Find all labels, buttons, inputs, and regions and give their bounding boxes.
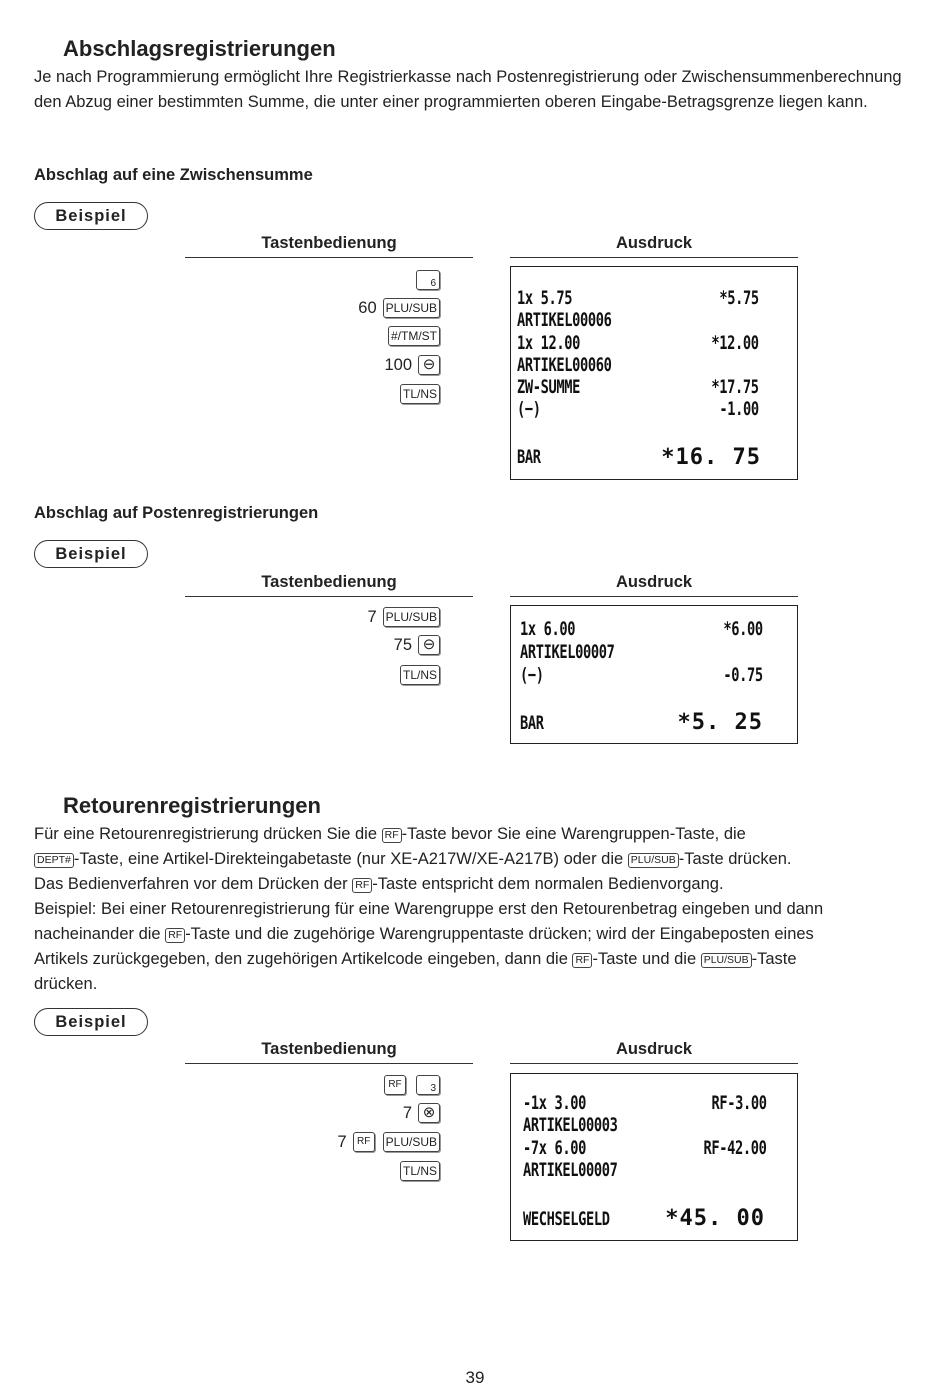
receipt-total-label: WECHSELGELD <box>523 1208 610 1230</box>
example1-col-keys: Tastenbedienung <box>261 234 397 252</box>
receipt-amount: *6.00 <box>723 618 763 640</box>
key-row <box>382 325 440 347</box>
key-minus: ⊖ <box>418 355 440 375</box>
key-entry-value: 7 <box>402 1103 412 1122</box>
section-title-retouren: Retourenregistrierungen <box>63 793 321 818</box>
receipt-line: ARTIKEL00006 <box>517 309 612 331</box>
example1-heading: Abschlag auf eine Zwischensumme <box>34 166 313 184</box>
receipt-line: 1x 12.00 <box>517 332 581 354</box>
key-row <box>410 269 440 291</box>
key-minus: ⊖ <box>418 635 440 655</box>
key-row <box>394 383 440 405</box>
example3-receipt <box>510 1073 798 1241</box>
receipt-total-value: *16. 75 <box>661 445 761 470</box>
example1-receipt <box>510 266 798 480</box>
inline-key-rf: RF <box>572 953 592 968</box>
key-entry-value: 60 <box>358 298 377 317</box>
example2-heading: Abschlag auf Postenregistrierungen <box>34 504 319 522</box>
example1-keys-rule <box>185 257 473 258</box>
receipt-amount: *5.75 <box>719 287 759 309</box>
key-entry-value: 7 <box>367 607 377 626</box>
key-row <box>394 664 440 686</box>
receipt-amount: -0.75 <box>723 664 763 686</box>
receipt-amount: RF-3.00 <box>711 1092 767 1114</box>
text-line: Beispiel: Bei einer Retourenregistrierung für eine Warengruppe erst den Retourenbetrag eingeben und dann <box>34 900 824 918</box>
text-line: Artikels zurückgegeben, den zugehörigen Artikelcode eingeben, dann die RF -Taste und die PLU/SUB -Taste <box>34 950 797 968</box>
inline-key-rf: RF <box>165 928 185 943</box>
receipt-line: ZW-SUMME <box>517 376 581 398</box>
section-title-abschlag: Abschlagsregistrierungen <box>63 36 336 61</box>
receipt-line: 1x 6.00 <box>520 618 576 640</box>
receipt-amount: *12.00 <box>711 332 759 354</box>
key-row <box>394 634 440 656</box>
key-rf: RF <box>353 1132 375 1152</box>
inline-key-rf: RF <box>352 878 372 893</box>
page-number: 39 <box>465 1368 485 1387</box>
key-row <box>367 606 440 628</box>
receipt-line: -1x 3.00 <box>523 1092 587 1114</box>
receipt-line: 1x 5.75 <box>517 287 573 309</box>
key-entry-value: 7 <box>337 1132 347 1151</box>
example3-print-rule <box>510 1063 798 1064</box>
key-row <box>337 1131 440 1153</box>
text-line: Das Bedienverfahren vor dem Drücken der RF -Taste entspricht dem normalen Bedienvorgang. <box>34 875 724 893</box>
key-plu-sub: PLU/SUB <box>383 607 440 627</box>
example2-print-rule <box>510 596 798 597</box>
example2-col-print: Ausdruck <box>615 573 693 591</box>
key-6: 6 <box>416 270 440 290</box>
text-line: Für eine Retourenregistrierung drücken Sie die RF -Taste bevor Sie eine Warengruppen-Taste, die <box>34 825 746 843</box>
receipt-total-label: BAR <box>517 446 541 468</box>
example2-keys-rule <box>185 596 473 597</box>
receipt-line: ARTIKEL00003 <box>523 1114 618 1136</box>
key-row <box>384 1074 440 1096</box>
key-entry-value: 75 <box>393 635 412 654</box>
receipt-amount: -1.00 <box>719 398 759 420</box>
key-plu-sub: PLU/SUB <box>383 1132 440 1152</box>
receipt-line: ARTIKEL00007 <box>520 641 615 663</box>
text-line: DEPT# -Taste, eine Artikel-Direkteingabetaste (nur XE-A217W/XE-A217B) oder die PLU/SUB -Taste drücken. <box>34 847 924 872</box>
example3-col-print: Ausdruck <box>615 1040 693 1058</box>
receipt-line: (−) <box>517 398 541 420</box>
receipt-amount: *17.75 <box>711 376 759 398</box>
example2-pill: Beispiel <box>34 540 148 568</box>
key-row <box>403 1102 440 1124</box>
inline-key-plu-sub: PLU/SUB <box>628 853 679 868</box>
key-tl-ns: TL/NS <box>400 665 440 685</box>
inline-key-dept: DEPT# <box>34 853 74 868</box>
inline-key-plu-sub: PLU/SUB <box>701 953 752 968</box>
receipt-total-value: *45. 00 <box>665 1206 765 1231</box>
receipt-line: (−) <box>520 664 544 686</box>
example2-col-keys: Tastenbedienung <box>261 573 397 591</box>
key-row <box>384 354 440 376</box>
receipt-line: -7x 6.00 <box>523 1137 587 1159</box>
key-tm-st: #/TM/ST <box>388 326 440 346</box>
key-rf: RF <box>384 1075 406 1095</box>
section-intro: Je nach Programmierung ermöglicht Ihre Registrierkasse nach Postenregistrierung oder Zwischensummenberechnung den Abzug einer bestimmten Summe, die unter einer programmierten oberen Eingabe-Betragsgrenze liegen kann. <box>34 68 902 111</box>
key-tl-ns: TL/NS <box>400 384 440 404</box>
receipt-line: ARTIKEL00007 <box>523 1159 618 1181</box>
receipt-total-value: *5. 25 <box>677 710 763 735</box>
key-entry-value: 100 <box>384 355 412 374</box>
key-3: 3 <box>416 1075 440 1095</box>
retouren-text <box>34 822 924 997</box>
key-plu-sub: PLU/SUB <box>383 298 440 318</box>
example1-col-print: Ausdruck <box>615 234 693 252</box>
receipt-amount: RF-42.00 <box>703 1137 767 1159</box>
text-line: nacheinander die RF -Taste und die zugehörige Warengruppentaste drücken; wird der Eingabeposten eines <box>34 925 814 943</box>
text-line: drücken. <box>34 975 98 993</box>
example1-print-rule <box>510 257 798 258</box>
receipt-total-label: BAR <box>520 712 544 734</box>
key-row <box>358 297 440 319</box>
key-tl-ns: TL/NS <box>400 1161 440 1181</box>
inline-key-rf: RF <box>382 828 402 843</box>
example2-receipt <box>510 605 798 744</box>
key-row <box>400 1160 440 1182</box>
example3-pill: Beispiel <box>34 1008 148 1036</box>
example3-col-keys: Tastenbedienung <box>261 1040 397 1058</box>
example1-pill: Beispiel <box>34 202 148 230</box>
example3-keys-rule <box>185 1063 473 1064</box>
key-multiply: ⊗ <box>418 1103 440 1123</box>
receipt-line: ARTIKEL00060 <box>517 354 612 376</box>
